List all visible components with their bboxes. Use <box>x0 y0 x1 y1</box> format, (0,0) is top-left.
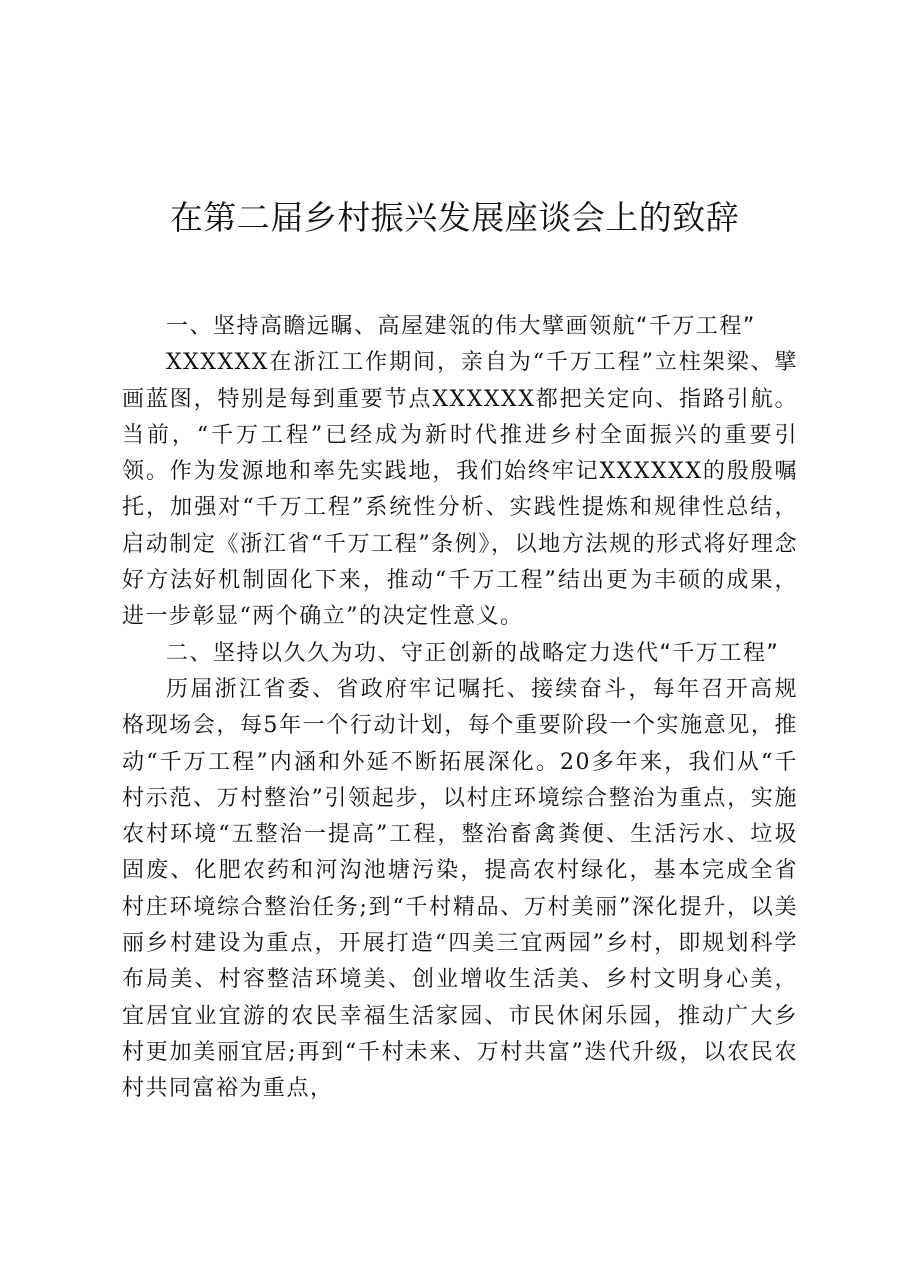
document-body <box>122 309 798 1108</box>
document-title: 在第二届乡村振兴发展座谈会上的致辞 <box>169 198 740 237</box>
section-heading: 一、坚持高瞻远瞩、高屋建瓴的伟大擘画领航“千万工程” <box>166 314 756 339</box>
section-paragraph: XXXXXX在浙江工作期间，亲自为“千万工程”立柱架梁、擘画蓝图，特别是每到重要节点XXXXXX都把关定向、指路引航。当前，“千万工程”已经成为新时代推进乡村全面振兴的重要引领。作为发源地和率先实践地，我们始终牢记XXXXXX的殷殷嘱托，加强对“千万工程”系统性分析、实践性提炼和规律性总结，启动制定《浙江省“千万工程”条例》，以地方法规的形式将好理念好方法好机制固化下来，推动“千万工程”结出更为丰硕的成果，进一步彰显“两个确立”的决定性意义。 <box>122 350 798 630</box>
section-paragraph: 历届浙江省委、省政府牢记嘱托、接续奋斗，每年召开高规格现场会，每5年一个行动计划，每个重要阶段一个实施意见，推动“千万工程”内涵和外延不断拓展深化。20多年来，我们从“千村示范、万村整治”引领起步，以村庄环境综合整治为重点，实施农村环境“五整治一提高”工程，整治畜禽粪便、生活污水、垃圾固废、化肥农药和河沟池塘污染，提高农村绿化，基本完成全省村庄环境综合整治任务;到“千村精品、万村美丽”深化提升，以美丽乡村建设为重点，开展打造“四美三宜两园”乡村，即规划科学布局美、村容整洁环境美、创业增收生活美、乡村文明身心美，宜居宜业宜游的农民幸福生活家园、市民休闲乐园，推动广大乡村更加美丽宜居;再到“千村未来、万村共富”迭代升级，以农民农村共同富裕为重点， <box>122 676 798 1102</box>
section-heading: 二、坚持以久久为功、守正创新的战略定力迭代“千万工程” <box>166 640 780 666</box>
